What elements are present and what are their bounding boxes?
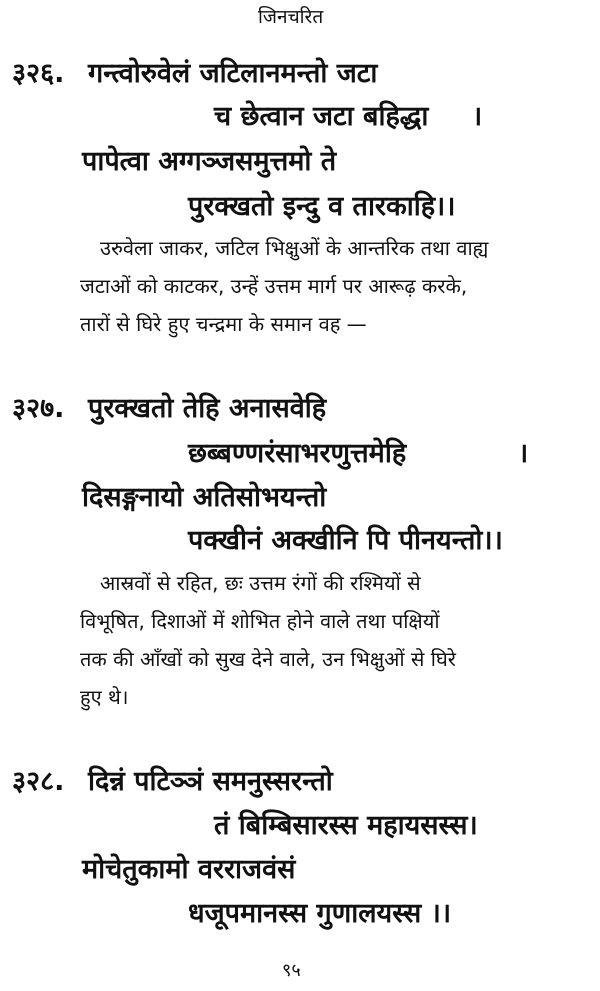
verse-327-line-2: छब्बण्णरंसाभरणुत्तमेहि (188, 438, 407, 469)
verse-326-translation-3: तारों से घिरे हुए चन्द्रमा के समान वह — (80, 312, 367, 336)
verse-326-translation-2: जटाओं को काटकर, उन्हें उत्तम मार्ग पर आरूढ़ करके, (80, 274, 468, 298)
verse-327-line-3: दिसङ्गनायो अतिसोभयन्तो (82, 482, 327, 513)
verse-326-line-1: गन्त्वोरुवेलं जटिलानमन्तो जटा (88, 58, 378, 89)
verse-328-line-2: तं बिम्बिसारस्स महायसस्स। (214, 810, 478, 841)
verse-327-translation-4: हुए थे। (80, 685, 129, 709)
verse-328-line-1: दिन्नं पटिञ्ञं समनुस्सरन्तो (88, 766, 333, 797)
verse-328-line-4: धजूपमानस्स गुणालयस्स ।। (188, 898, 452, 929)
page-number: ९५ (282, 960, 301, 981)
running-header: जिनचरित (258, 6, 324, 28)
verse-328-number: ३२८. (12, 766, 65, 797)
verse-327-translation-2: विभूषित, दिशाओं में शोभित होने वाले तथा पक्षियों (80, 609, 440, 633)
verse-327-translation-3: तक की आँखों को सुख देने वाले, उन भिक्षुओं से घिरे (80, 647, 456, 671)
verse-326-line-3: पापेत्वा अग्गञ्जसमुत्तमो ते (82, 146, 337, 177)
verse-326-line-2: च छेत्वान जटा बहिद्धा (214, 101, 429, 132)
verse-327-line-1: पुरक्खतो तेहि अनासवेहि (88, 393, 327, 424)
verse-328-line-3: मोचेतुकामो वरराजवंसं (82, 854, 296, 885)
verse-327-danda: । (518, 438, 529, 469)
verse-327-number: ३२७. (12, 393, 65, 424)
verse-326-number: ३२६. (12, 58, 65, 89)
verse-326-danda: । (472, 101, 483, 132)
verse-326-translation-1: उरुवेला जाकर, जटिल भिक्षुओं के आन्तरिक तथा वाह्य (100, 236, 489, 260)
verse-326-line-4: पुरक्खतो इन्दु व तारकाहि।। (188, 191, 456, 222)
verse-327-translation-1: आस्रवों से रहित, छः उत्तम रंगों की रश्मियों से (100, 571, 421, 595)
verse-327-line-4: पक्खीनं अक्खीनि पि पीनयन्तो।। (188, 525, 503, 556)
